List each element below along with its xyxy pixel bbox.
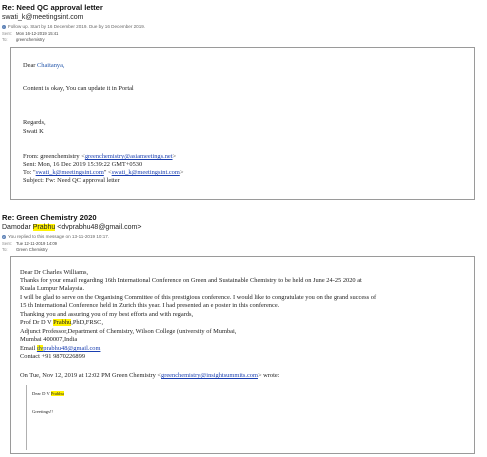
- sig-email-link-hl[interactable]: dv: [36, 345, 44, 352]
- email-body-frame: [10, 256, 475, 454]
- sent-value: Mon 16-12-2019 15:41: [16, 31, 59, 36]
- to-label: To:: [2, 247, 8, 252]
- body-line: Thanking you and assuring you of my best efforts and with regards,: [20, 311, 194, 318]
- fwd-to-email-link[interactable]: swati_k@meetingsint.com: [111, 169, 180, 176]
- flag-icon: i: [3, 24, 5, 29]
- quoted-message: [26, 385, 147, 450]
- sig-affiliation: Adjunct Professor,Department of Chemistry, Wilson College (university of Mumbai,: [20, 328, 237, 335]
- email-body-frame: [10, 47, 475, 200]
- to-value: Green Chemistry: [16, 247, 48, 252]
- quote-header: On Tue, Nov 12, 2019 at 12:02 PM Green Chemistry <greenchemistry@insightsummits.com> wrote:: [20, 372, 280, 379]
- quoted-name-highlight: Prabhu: [50, 391, 64, 396]
- to-value: greenchemistry: [16, 37, 45, 42]
- fwd-to-name-link[interactable]: swati_k@meetingsint.com: [35, 169, 104, 176]
- regards: Regards,: [23, 119, 46, 126]
- recipient-name: Chaitanya,: [37, 62, 65, 69]
- body-line: Thanks for your email regarding 16th International Conference on Green and Sustainable Chemistry to be held on June 24-25 2020 at: [20, 277, 362, 284]
- sender-name-highlight: Prabhu: [32, 224, 56, 231]
- sig-email-link[interactable]: prabhu48@gmail.com: [43, 345, 101, 352]
- sent-label: Sent:: [2, 241, 12, 246]
- to-label: To:: [2, 37, 8, 42]
- sig-city: Mumbai 400007,India: [20, 336, 78, 343]
- sig-name: Prof Dr D V Prabhu,PhD,FRSC,: [20, 319, 104, 326]
- replied-notice: [2, 234, 109, 239]
- followup-flag: [2, 24, 145, 29]
- greeting: Dear Chaitanya,: [23, 62, 65, 69]
- quoted-greetings: Greetings!!: [32, 409, 53, 414]
- followup-text: Follow up. Start by 16 December 2019. Due by 16 December 2019.: [8, 24, 146, 29]
- to-row: [2, 247, 48, 252]
- fwd-from: From: greenchemistry <greenchemistry@asiameetings.net>: [23, 153, 177, 160]
- body-text: Content is okay, You can update it in Portal: [23, 85, 134, 92]
- sig-name-highlight: Prabhu: [53, 319, 72, 326]
- email-sender[interactable]: swati_k@meetingsint.com: [2, 14, 84, 21]
- fwd-subject: Subject: Fw: Need QC approval letter: [23, 177, 120, 184]
- sig-contact: Contact +91 9870226899: [20, 353, 86, 360]
- sig-email: Email dvprabhu48@gmail.com: [20, 345, 101, 352]
- reply-icon: ↩: [2, 234, 6, 239]
- replied-text: You replied to this message on 13-11-2019 10:17.: [8, 234, 110, 239]
- quoted-greeting: Dear D V Prabhu: [32, 391, 64, 396]
- fwd-to: To: "swati_k@meetingsint.com" <swati_k@meetingsint.com>: [23, 169, 184, 176]
- email-sender[interactable]: Damodar Prabhu <dvprabhu48@gmail.com>: [2, 224, 142, 231]
- body-line: I will be glad to serve on the Organising Committee of this prestigious conference. I would like to congratulate you on the grand success of: [20, 294, 377, 301]
- sent-row: [2, 241, 57, 246]
- body-line: Kuala Lumpur Malaysia.: [20, 285, 85, 292]
- email-subject: Re: Need QC approval letter: [2, 3, 103, 12]
- to-row: [2, 37, 45, 42]
- email-subject: Re: Green Chemistry 2020: [2, 213, 97, 222]
- signature: Swati K: [23, 128, 44, 135]
- body-line: Dear Dr Charles Williams,: [20, 269, 89, 276]
- fwd-sent: Sent: Mon, 16 Dec 2019 15:39:22 GMT+0530: [23, 161, 143, 168]
- quote-header-link[interactable]: greenchemistry@insightsummits.com: [161, 372, 258, 379]
- sent-row: [2, 31, 58, 36]
- sent-value: Tue 12-11-2019 14:09: [16, 241, 57, 246]
- body-line: 15 th International Conference held in Zurich this year. I had presented an e poster in this conference.: [20, 302, 280, 309]
- fwd-from-link[interactable]: greenchemistry@asiameetings.net: [84, 153, 173, 160]
- sent-label: Sent:: [2, 31, 12, 36]
